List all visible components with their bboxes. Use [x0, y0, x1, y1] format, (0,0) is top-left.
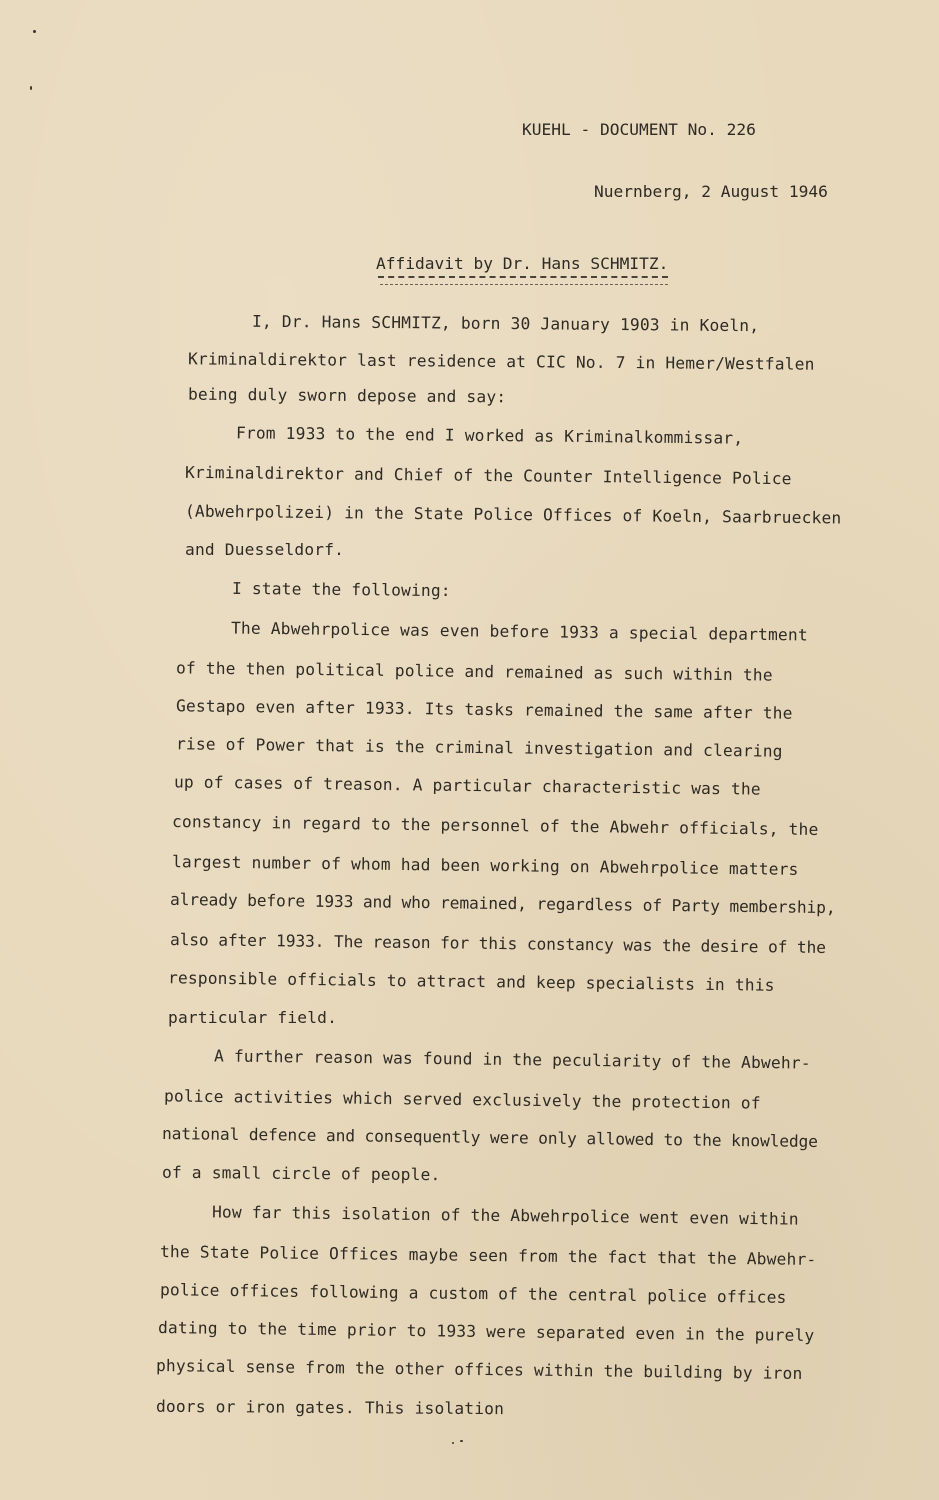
affidavit-title: Affidavit by Dr. Hans SCHMITZ. [376, 254, 669, 273]
body-line: A further reason was found in the peculiarity of the Abwehr- [213, 1046, 811, 1073]
body-line: The Abwehrpolice was even before 1933 a special department [230, 618, 808, 645]
body-line: constancy in regard to the personnel of the Abwehr officials, the [171, 812, 819, 839]
body-line: I, Dr. Hans SCHMITZ, born 30 January 1903 in Koeln, [251, 311, 760, 336]
body-line: the State Police Offices maybe seen from the fact that the Abwehr- [159, 1241, 817, 1270]
body-line: (Abwehrpolizei) in the State Police Offices of Koeln, Saarbruecken [184, 501, 842, 528]
title-underline [380, 284, 668, 285]
paper-speck [452, 1442, 454, 1444]
body-line: police offices following a custom of the central police offices [159, 1280, 787, 1307]
body-line: responsible officials to attract and keep specialists in this [167, 968, 775, 995]
body-line: being duly sworn depose and say: [187, 384, 507, 407]
body-line: From 1933 to the end I worked as Kriminalkommissar, [235, 423, 744, 448]
body-line: dating to the time prior to 1933 were separated even in the purely [157, 1317, 815, 1346]
body-line: already before 1933 and who remained, regardless of Party membership, [169, 889, 836, 918]
paper-speck [30, 86, 32, 90]
body-line: Kriminaldirektor last residence at CIC No. 7 in Hemer/Westfalen [187, 349, 815, 374]
paper-speck [33, 30, 36, 33]
body-line: physical sense from the other offices within the building by iron [155, 1356, 803, 1383]
title-underline [378, 276, 668, 278]
body-line: doors or iron gates. This isolation [155, 1396, 505, 1419]
body-line: also after 1933. The reason for this constancy was the desire of the [169, 929, 827, 958]
body-line: of the then political police and remained as such within the [175, 658, 773, 685]
body-line: up of cases of treason. A particular characteristic was the [173, 772, 761, 799]
body-line: Kriminaldirektor and Chief of the Counter Intelligence Police [184, 462, 792, 489]
place-and-date: Nuernberg, 2 August 1946 [594, 182, 828, 201]
body-line: particular field. [168, 1008, 338, 1027]
body-line: national defence and consequently were only allowed to the knowledge [161, 1123, 819, 1152]
body-line: of a small circle of people. [161, 1162, 441, 1185]
body-line: How far this isolation of the Abwehrpolice went even within [211, 1202, 799, 1229]
body-line: rise of Power that is the criminal investigation and clearing [175, 734, 783, 761]
paper-speck [460, 1440, 463, 1442]
body-line: I state the following: [231, 578, 451, 601]
body-line: largest number of whom had been working on Abwehrpolice matters [171, 852, 799, 879]
body-line: Gestapo even after 1933. Its tasks remained the same after the [175, 696, 793, 723]
body-line: police activities which served exclusively the protection of [163, 1086, 761, 1113]
document-reference: KUEHL - DOCUMENT No. 226 [522, 120, 756, 139]
body-line: and Duesseldorf. [185, 540, 345, 559]
